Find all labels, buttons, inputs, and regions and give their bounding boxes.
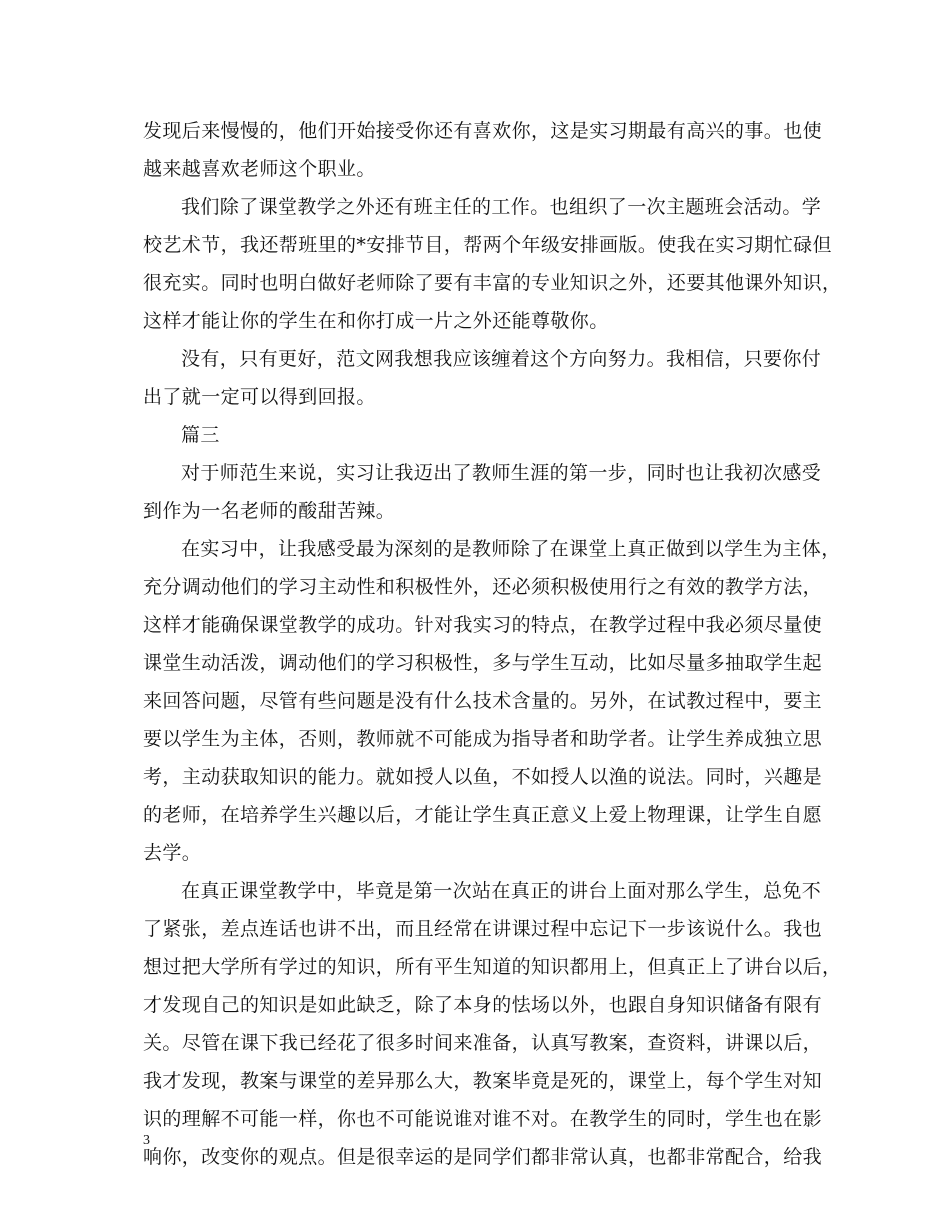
text-line: 到作为一名老师的酸甜苦辣。	[143, 500, 396, 522]
text-line: 对于师范生来说，实习让我迈出了教师生涯的第一步，同时也让我初次感受	[181, 462, 822, 484]
text-line: 要以学生为主体，否则，教师就不可能成为指导者和助学者。让学生养成独立思	[143, 728, 823, 750]
text-line: 去学。	[143, 842, 202, 864]
text-line: 在真正课堂教学中，毕竟是第一次站在真正的讲台上面对那么学生，总免不	[181, 880, 822, 902]
text-line: 考，主动获取知识的能力。就如授人以鱼，不如授人以渔的说法。同时，兴趣是	[143, 766, 823, 788]
text-line: 出了就一定可以得到回报。	[143, 386, 376, 408]
text-line: 篇三	[181, 424, 220, 446]
text-line: 这样才能确保课堂教学的成功。针对我实习的特点，在教学过程中我必须尽量使	[143, 614, 823, 636]
text-line: 我们除了课堂教学之外还有班主任的工作。也组织了一次主题班会活动。学	[181, 196, 822, 218]
text-line: 我才发现，教案与课堂的差异那么大，教案毕竟是死的，课堂上，每个学生对知	[143, 1070, 823, 1092]
text-line: 充分调动他们的学习主动性和积极性外，还必须积极使用行之有效的教学方法，	[143, 576, 823, 598]
text-line: 了紧张，差点连话也讲不出，而且经常在讲课过程中忘记下一步该说什么。我也	[143, 918, 823, 940]
text-line: 来回答问题，尽管有些问题是没有什么技术含量的。另外，在试教过程中，要主	[143, 690, 823, 712]
text-line: 课堂生动活泼，调动他们的学习积极性，多与学生互动，比如尽量多抽取学生起	[143, 652, 823, 674]
text-line: 关。尽管在课下我已经花了很多时间来准备，认真写教案，查资料，讲课以后，	[143, 1032, 823, 1054]
text-line: 越来越喜欢老师这个职业。	[143, 158, 376, 180]
text-line: 识的理解不可能一样，你也不可能说谁对谁不对。在教学生的同时，学生也在影	[143, 1108, 823, 1130]
text-line: 这样才能让你的学生在和你打成一片之外还能尊敬你。	[143, 310, 609, 332]
document-body	[143, 112, 842, 1176]
text-line: 发现后来慢慢的，他们开始接受你还有喜欢你，这是实习期最有高兴的事。也使	[143, 120, 823, 142]
text-line: 响你，改变你的观点。但是很幸运的是同学们都非常认真，也都非常配合，给我	[143, 1146, 823, 1168]
text-line: 才发现自己的知识是如此缺乏，除了本身的怯场以外，也跟自身知识储备有限有	[143, 994, 823, 1016]
text-line: 的老师，在培养学生兴趣以后，才能让学生真正意义上爱上物理课，让学生自愿	[143, 804, 823, 826]
text-line: 在实习中，让我感受最为深刻的是教师除了在课堂上真正做到以学生为主体，	[181, 538, 841, 560]
text-line: 校艺术节，我还帮班里的*安排节目，帮两个年级安排画版。使我在实习期忙碌但	[143, 234, 832, 256]
text-line: 很充实。同时也明白做好老师除了要有丰富的专业知识之外，还要其他课外知识，	[143, 272, 842, 294]
text-line: 想过把大学所有学过的知识，所有平生知道的知识都用上，但真正上了讲台以后，	[143, 956, 842, 978]
page-number: 3	[143, 1133, 150, 1148]
text-line: 没有，只有更好，范文网我想我应该缠着这个方向努力。我相信，只要你付	[181, 348, 822, 370]
